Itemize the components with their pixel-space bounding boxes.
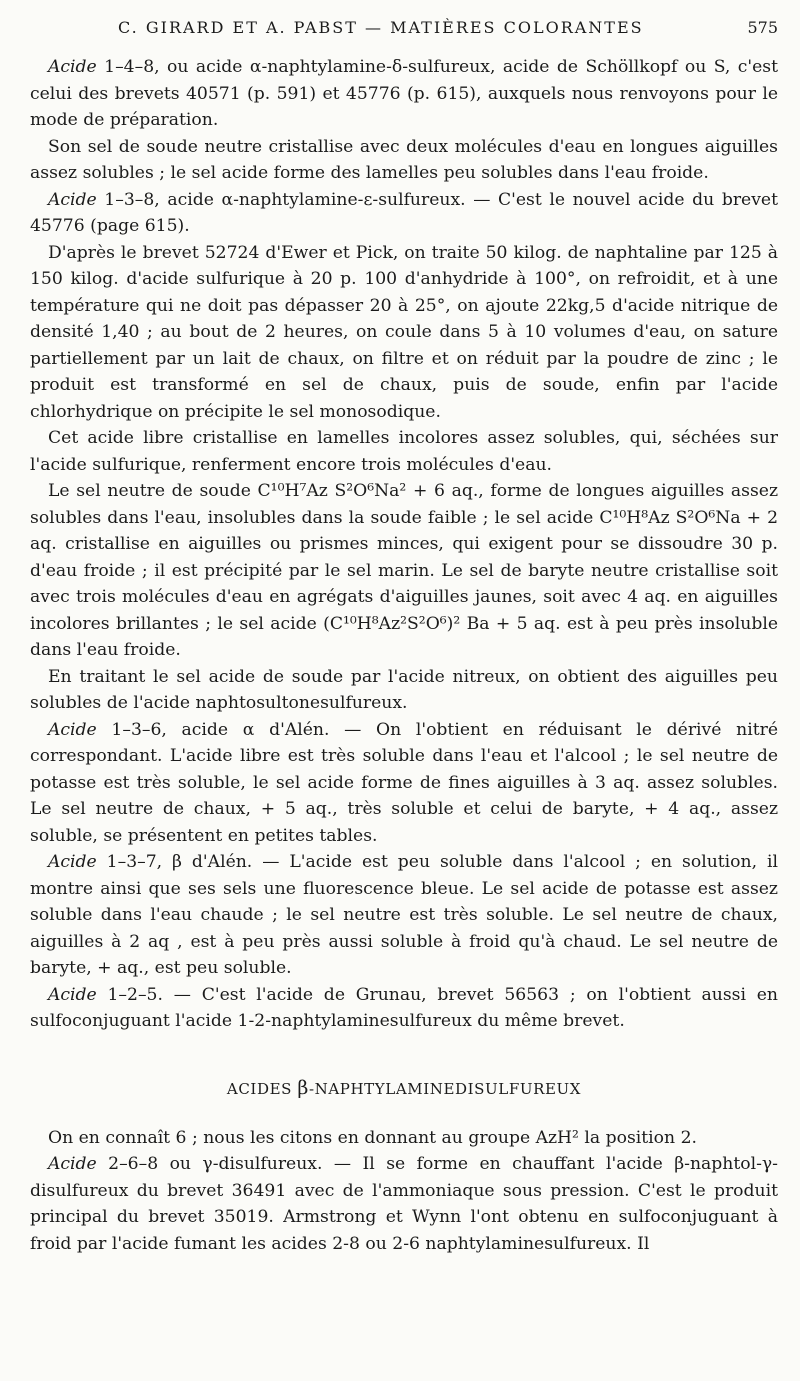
paragraph [30,1151,778,1257]
paragraph-lead: Acide [48,189,97,210]
section-heading [30,1077,778,1099]
paragraph-text: Le sel neutre de soude C¹⁰H⁷Az S²O⁶Na² + 6 aq., forme de longues aiguilles assez solubles dans l'eau, insolubles dans la soude faible ; le sel acide C¹⁰H⁸Az S²O⁶Na + 2 aq. cristallise en aiguilles ou prismes minces, qui exigent pour se dissoudre 30 p. d'eau froide ; il est précipité par le sel marin. Le sel de baryte neutre cristallise soit avec trois molécules d'eau en agrégats d'aiguilles jaunes, soit avec 4 aq. en aiguilles incolores brillantes ; le sel acide (C¹⁰H⁸Az²S²O⁶)² Ba + 5 aq. est à peu près insoluble dans l'eau froide. [30,481,778,660]
paragraph [30,425,778,478]
paragraph [30,717,778,850]
paragraph-text: 1–4–8, ou acide α-naphtylamine-δ-sulfureux, acide de Schöllkopf ou S, c'est celui des brevets 40571 (p. 591) et 45776 (p. 615), auxquels nous renvoyons pour le mode de préparation. [30,57,778,130]
section-heading-rest: -NAPHTYLAMINEDISULFUREUX [308,1079,582,1098]
paragraph-lead: Acide [48,852,97,872]
page-number: 575 [747,18,778,37]
paragraph [30,982,778,1035]
paragraph [30,240,778,426]
paragraph-text: Son sel de soude neutre cristallise avec deux molécules d'eau en longues aiguilles assez solubles ; le sel acide forme des lamelles peu solubles dans l'eau froide. [30,136,778,183]
paragraph [30,1125,778,1152]
page-header [30,18,778,46]
paragraph [30,664,778,717]
paragraph-lead: Acide [48,1154,97,1174]
paragraph-text: On en connaît 6 ; nous les citons en donnant au groupe AzH² la position 2. [48,1127,697,1148]
body-text-continued [30,1125,778,1258]
paragraph-lead: Acide [48,719,97,740]
paragraph-text: 2–6–8 ou γ-disulfureux. — Il se forme en chauffant l'acide β-naphtol-γ-disulfureux du brevet 36491 avec de l'ammoniaque sous pression. C'est le produit principal du brevet 35019. Armstrong et Wynn l'ont obtenu en sulfoconjuguant à froid par l'acide fumant les acides 2-8 ou 2-6 naphtylaminesulfureux. Il [30,1154,778,1254]
paragraph-lead: Acide [48,984,97,1005]
document-page [30,18,778,1257]
paragraph-text: 1–3–7, β d'Alén. — L'acide est peu soluble dans l'alcool ; en solution, il montre ainsi que ses sels une fluorescence bleue. Le sel acide de potasse est assez soluble dans l'eau chaude ; le sel neutre est très soluble. Le sel neutre de chaux, aiguilles à 2 aq , est à peu près aussi soluble à froid qu'à chaud. Le sel neutre de baryte, + aq., est peu soluble. [30,852,778,978]
running-title: C. GIRARD ET A. PABST — MATIÈRES COLORANTES [118,18,644,37]
paragraph [30,187,778,240]
paragraph [30,54,778,134]
paragraph-lead: Acide [48,57,97,77]
paragraph-text: D'après le brevet 52724 d'Ewer et Pick, on traite 50 kilog. de naphtaline par 125 à 150 kilog. d'acide sulfurique à 20 p. 100 d'anhydride à 100°, on refroidit, et à une température qui ne doit pas dépasser 20 à 25°, on ajoute 22kg,5 d'acide nitrique de densité 1,40 ; au bout de 2 heures, on coule dans 5 à 10 volumes d'eau, on sature partiellement par un lait de chaux, on filtre et on réduit par la poudre de zinc ; le produit est transformé en sel de chaux, puis de soude, enfin par l'acide chlorhydrique on précipite le sel monosodique. [30,242,778,422]
paragraph [30,849,778,982]
paragraph-text: En traitant le sel acide de soude par l'acide nitreux, on obtient des aiguilles peu solubles de l'acide naphtosultonesulfureux. [30,666,778,713]
paragraph [30,478,778,664]
paragraph-text: Cet acide libre cristallise en lamelles incolores assez solubles, qui, séchées sur l'acide sulfurique, renferment encore trois molécules d'eau. [30,428,778,475]
paragraph-text: 1–2–5. — C'est l'acide de Grunau, brevet 56563 ; on l'obtient aussi en sulfoconjuguant l'acide 1-2-naphtylaminesulfureux du même brevet. [30,984,778,1031]
section-heading-greek: β [297,1076,309,1099]
paragraph-text: 1–3–8, acide α-naphtylamine-ε-sulfureux. — C'est le nouvel acide du brevet 45776 (page 615). [30,189,778,236]
paragraph-text: 1–3–6, acide α d'Alén. — On l'obtient en réduisant le dérivé nitré correspondant. L'acide libre est très soluble dans l'eau et l'alcool ; le sel neutre de potasse est très soluble, le sel acide forme de fines aiguilles à 3 aq. assez solubles. Le sel neutre de chaux, + 5 aq., très soluble et celui de baryte, + 4 aq., assez soluble, se présentent en petites tables. [30,719,778,846]
body-text [30,54,778,1035]
section-heading-prefix: ACIDES [226,1079,298,1098]
paragraph [30,134,778,187]
